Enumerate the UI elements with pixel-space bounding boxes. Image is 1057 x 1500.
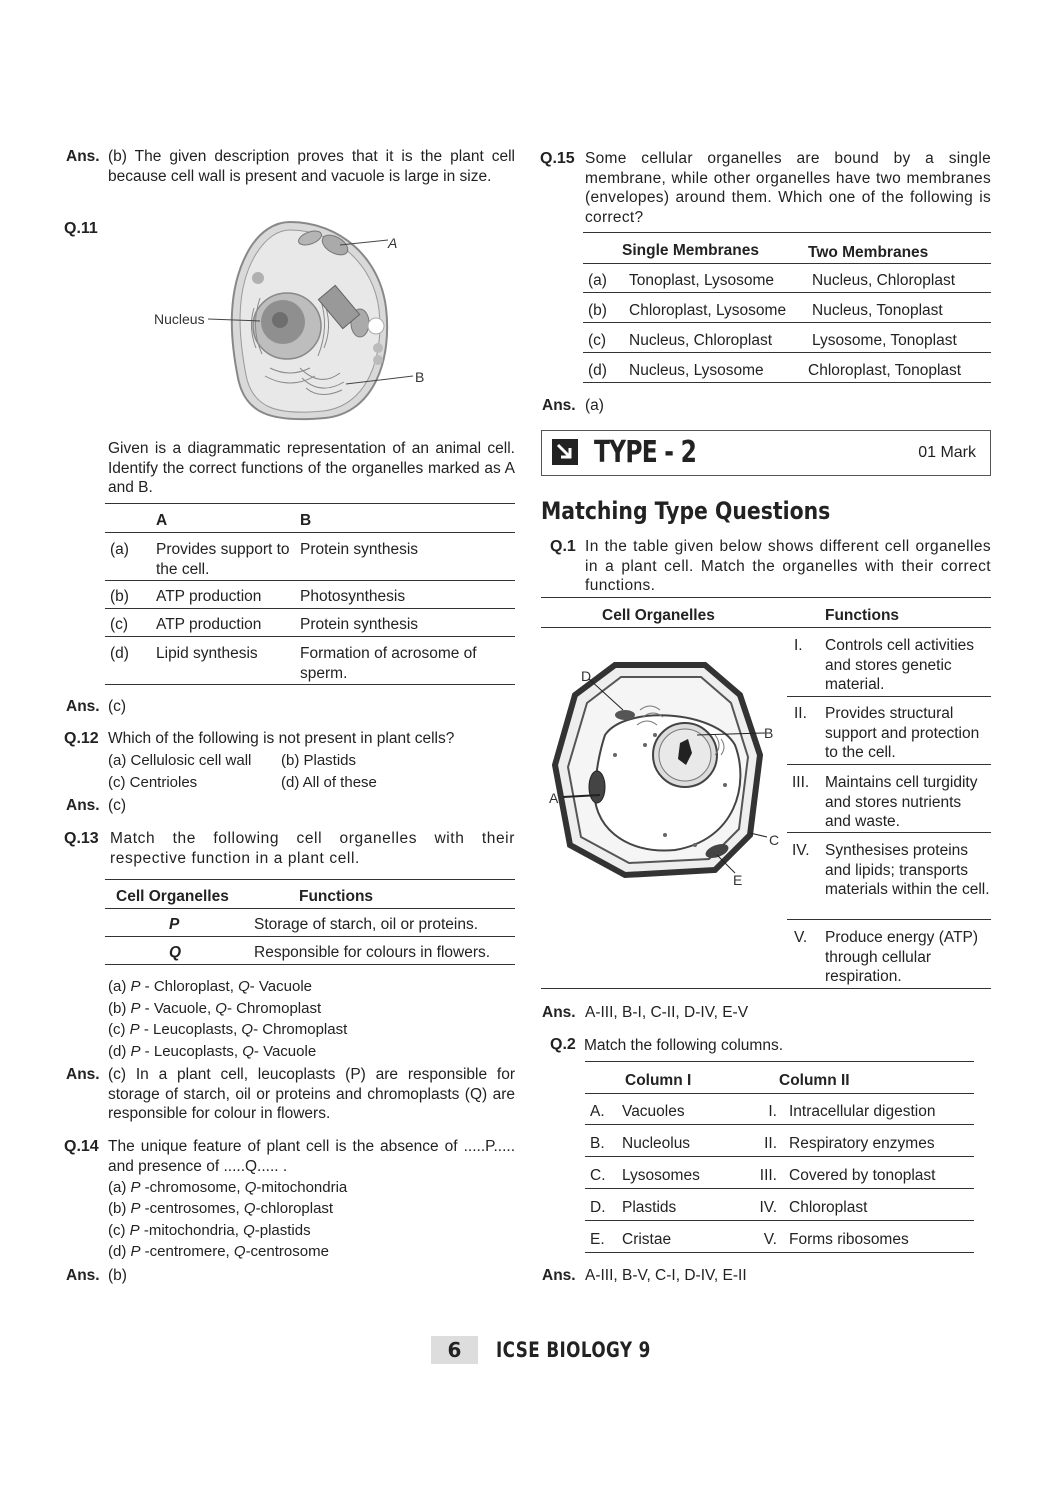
option: (d) P -centromere, Q-centrosome (108, 1243, 329, 1260)
book-title: ICSE BIOLOGY 9 (496, 1338, 651, 1362)
function-num: III. (792, 774, 810, 791)
function-num: V. (794, 929, 808, 946)
answer-label: Ans. (66, 1267, 100, 1284)
table-cell: III. (759, 1167, 777, 1184)
question-text: The unique feature of plant cell is the absence of .....P..... and presence of .....Q..... . (108, 1138, 515, 1175)
answer-label: Ans. (66, 148, 100, 165)
table-cell: II. (764, 1135, 777, 1152)
table-header: Column I (625, 1072, 692, 1089)
option-letter: (b) (110, 588, 129, 605)
page-number: 6 (431, 1336, 478, 1364)
option-letter: (d) (588, 362, 607, 379)
animal-cell-diagram (150, 218, 440, 426)
label-b: B (764, 725, 774, 741)
question-text: Given is a diagrammatic representation of an animal cell. Identify the correct functions of the organelles marked as A and B. (108, 440, 515, 496)
answer-label: Ans. (542, 397, 576, 414)
option-letter: (b) (588, 302, 607, 319)
question-text: In the table given below shows different cell organelles in a plant cell. Match the organelles with their correct functions. (585, 538, 991, 594)
question-text: Match the following columns. (584, 1037, 784, 1054)
table-cell: Chloroplast, Lysosome (629, 302, 787, 319)
label-a: A (549, 790, 559, 806)
table-cell: I. (768, 1103, 777, 1120)
option: (d) P - Leucoplasts, Q- Vacuole (108, 1043, 317, 1060)
table-cell: Forms ribosomes (789, 1231, 909, 1248)
option: (a) Cellulosic cell wall (108, 752, 252, 769)
function-text: Produce energy (ATP) through cellular respiration. (825, 929, 979, 985)
question-number: Q.11 (64, 220, 98, 237)
table-cell: Nucleolus (622, 1135, 691, 1152)
option: (a) P -chromosome, Q-mitochondria (108, 1179, 348, 1196)
table-cell: V. (763, 1231, 777, 1248)
table-header: Functions (299, 888, 374, 905)
table-header: Cell Organelles (602, 607, 715, 624)
question-number: Q.15 (540, 150, 575, 167)
table-cell: Formation of acrosome of sperm. (300, 645, 477, 682)
table-cell: Nucleus, Chloroplast (812, 272, 956, 289)
label-e: E (733, 872, 743, 888)
section-title: Matching Type Questions (541, 497, 831, 525)
function-text: Provides structural support and protection to the cell. (825, 705, 980, 761)
table-cell: A. (590, 1103, 605, 1120)
question-number: Q.13 (64, 830, 99, 847)
table-header-a: A (156, 512, 168, 529)
question-number: Q.14 (64, 1138, 99, 1155)
answer-text: (c) (108, 797, 127, 814)
function-num: I. (794, 637, 803, 654)
label-nucleus: Nucleus (154, 311, 205, 327)
answer-text: (a) (585, 397, 604, 414)
option-letter: (d) (110, 645, 129, 662)
table-cell: Lipid synthesis (156, 645, 258, 662)
table-cell: Chloroplast, Tonoplast (808, 362, 962, 379)
table-header-b: B (300, 512, 312, 529)
table-cell: Chloroplast (789, 1199, 868, 1216)
table-cell: Nucleus, Chloroplast (629, 332, 773, 349)
option-letter: (c) (588, 332, 607, 349)
question-text: Match the following cell organelles with their respective function in a plant cell. (110, 830, 515, 867)
table-cell: C. (590, 1167, 606, 1184)
question-number: Q.12 (64, 730, 99, 747)
table-cell: Q (169, 944, 182, 961)
table-header: Two Membranes (808, 244, 929, 261)
table-cell: Covered by tonoplast (789, 1167, 936, 1184)
option-letter: (a) (588, 272, 607, 289)
table-header: Functions (825, 607, 900, 624)
option-letter: (c) (110, 616, 129, 633)
type-heading-box (541, 430, 991, 476)
option: (d) All of these (281, 774, 377, 791)
answer-label: Ans. (66, 1066, 100, 1083)
option: (c) P - Leucoplasts, Q- Chromoplast (108, 1021, 348, 1038)
label-c: C (769, 832, 780, 848)
table-header: Single Membranes (622, 242, 759, 259)
table-cell: Vacuoles (622, 1103, 685, 1120)
table-cell: Plastids (622, 1199, 677, 1216)
answer-label: Ans. (542, 1267, 576, 1284)
question-number: Q.1 (550, 538, 576, 555)
option: (c) P -mitochondria, Q-plastids (108, 1222, 311, 1239)
table-cell: Photosynthesis (300, 588, 406, 605)
question-number: Q.2 (550, 1036, 576, 1053)
table-cell: Lysosomes (622, 1167, 700, 1184)
question-text: Some cellular organelles are bound by a single membrane, while other organelles have two membranes (envelopes) around them. Which one of the following is correct? (585, 150, 991, 226)
table-header: Cell Organelles (116, 888, 229, 905)
type-mark: 01 Mark (918, 444, 976, 461)
label-a: A (388, 235, 398, 251)
answer-text: (b) The given description proves that it is the plant cell because cell wall is present and vacuole is large in size. (108, 148, 515, 185)
answer-text: A-III, B-I, C-II, D-IV, E-V (585, 1004, 749, 1021)
table-cell: Nucleus, Tonoplast (812, 302, 943, 319)
table-cell: ATP production (156, 588, 262, 605)
option: (b) P -centrosomes, Q-chloroplast (108, 1200, 334, 1217)
plant-cell-diagram (545, 655, 785, 895)
answer-text: (c) In a plant cell, leucoplasts (P) are responsible for storage of starch, oil or proteins and chromoplasts (Q) are responsible for colour in flowers. (108, 1066, 515, 1122)
table-cell: Respiratory enzymes (789, 1135, 935, 1152)
table-cell: Nucleus, Lysosome (629, 362, 764, 379)
table-cell: ATP production (156, 616, 262, 633)
table-cell: E. (590, 1231, 605, 1248)
table-cell: B. (590, 1135, 605, 1152)
table-cell: D. (590, 1199, 606, 1216)
table-cell: IV. (759, 1199, 777, 1216)
function-text: Maintains cell turgidity and stores nutrients and waste. (825, 774, 978, 830)
table-cell: Tonoplast, Lysosome (629, 272, 775, 289)
table-cell: Lysosome, Tonoplast (812, 332, 957, 349)
function-text: Controls cell activities and stores genetic material. (825, 637, 975, 693)
table-cell: P (169, 916, 180, 933)
function-num: II. (794, 705, 807, 722)
label-b: B (415, 369, 425, 385)
function-text: Synthesises proteins and lipids; transports materials within the cell. (825, 842, 990, 898)
type-title: TYPE - 2 (594, 435, 697, 470)
table-header: Column II (779, 1072, 850, 1089)
table-cell: Storage of starch, oil or proteins. (254, 916, 479, 933)
answer-text: (c) (108, 698, 127, 715)
answer-text: A-III, B-V, C-I, D-IV, E-II (585, 1267, 747, 1284)
answer-label: Ans. (66, 698, 100, 715)
option: (c) Centrioles (108, 774, 198, 791)
answer-label: Ans. (542, 1004, 576, 1021)
answer-text: (b) (108, 1267, 127, 1284)
table-cell: Protein synthesis (300, 541, 419, 558)
function-num: IV. (792, 842, 810, 859)
option: (b) Plastids (281, 752, 357, 769)
table-cell: Responsible for colours in flowers. (254, 944, 491, 961)
table-cell: Provides support to the cell. (156, 541, 290, 578)
question-text: Which of the following is not present in plant cells? (108, 730, 455, 747)
table-cell: Protein synthesis (300, 616, 419, 633)
option: (b) P - Vacuole, Q- Chromoplast (108, 1000, 322, 1017)
arrow-down-right-icon (552, 439, 578, 465)
option: (a) P - Chloroplast, Q- Vacuole (108, 978, 312, 995)
table-cell: Cristae (622, 1231, 672, 1248)
table-cell: Intracellular digestion (789, 1103, 936, 1120)
answer-label: Ans. (66, 797, 100, 814)
option-letter: (a) (110, 541, 129, 558)
label-d: D (581, 668, 592, 684)
